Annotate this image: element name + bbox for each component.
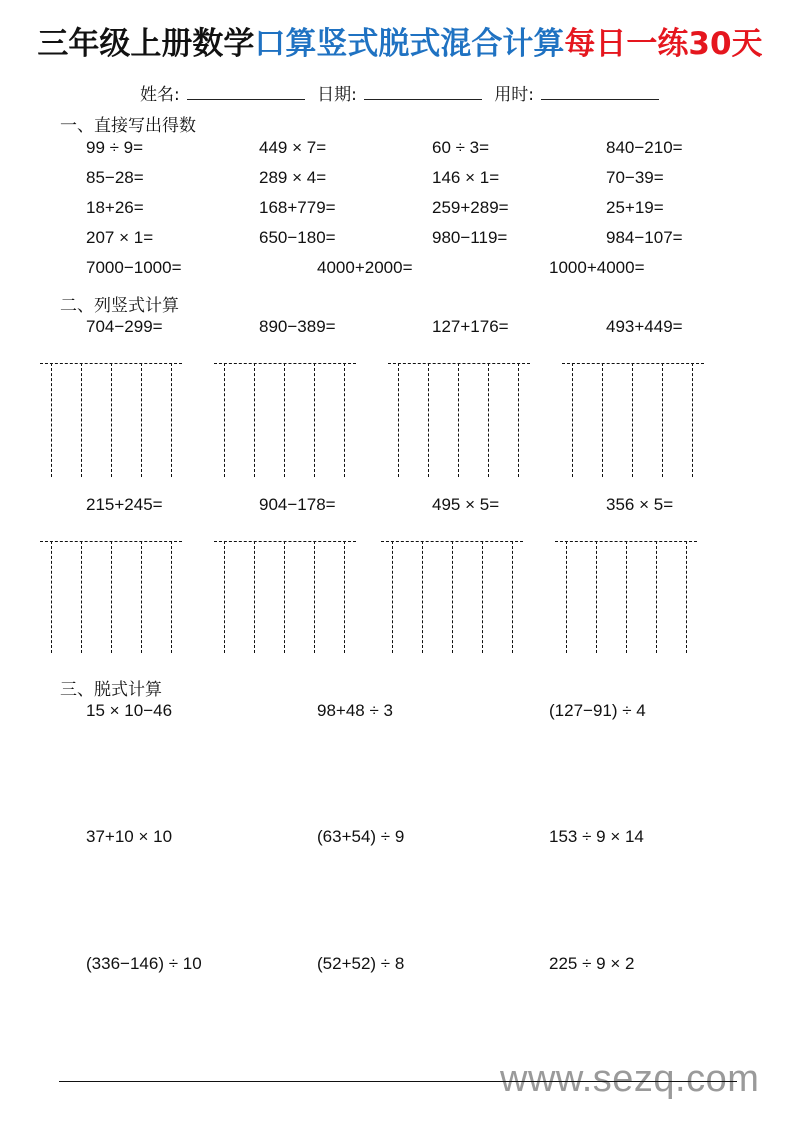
mental-problem: 85−28=: [86, 168, 144, 187]
step-calc-problem: 225 ÷ 9 × 2: [549, 954, 635, 973]
mental-problem: 207 × 1=: [86, 228, 154, 247]
mental-problem: 259+289=: [432, 198, 509, 217]
mental-problem: 168+779=: [259, 198, 336, 217]
vertical-calc-grid[interactable]: [555, 541, 697, 653]
worksheet-title: [0, 18, 800, 63]
step-calc-problem: (52+52) ÷ 8: [317, 954, 405, 973]
time-blank[interactable]: [541, 85, 659, 100]
mental-problem: 146 × 1=: [432, 168, 500, 187]
mental-problem: 650−180=: [259, 228, 336, 247]
vertical-calc-grid[interactable]: [214, 541, 356, 653]
vertical-problem: 904−178=: [259, 495, 336, 514]
vertical-problem: 356 × 5=: [606, 495, 674, 514]
vertical-problem: 215+245=: [86, 495, 163, 514]
title-grade-subject: 三年级上册数学: [37, 26, 255, 62]
vertical-calc-grid[interactable]: [388, 363, 530, 477]
step-calc-problem: 37+10 × 10: [86, 827, 173, 846]
title-daily-practice: 每日一练30天: [564, 26, 763, 62]
name-label: 姓名:: [139, 85, 180, 105]
mental-problem: 1000+4000=: [549, 258, 645, 277]
step-calc-problem: (63+54) ÷ 9: [317, 827, 405, 846]
mental-problem: 18+26=: [86, 198, 144, 217]
step-calc-problem: 153 ÷ 9 × 14: [549, 827, 644, 846]
student-info-row: [0, 80, 800, 105]
mental-problem: 840−210=: [606, 138, 683, 157]
date-label: 日期:: [317, 85, 357, 105]
mental-problem: 289 × 4=: [259, 168, 327, 187]
section2-title: 二、列竖式计算: [60, 296, 179, 316]
time-label: 用时:: [494, 85, 534, 105]
title-topic: 口算竖式脱式混合计算: [254, 26, 565, 62]
mental-problem: 7000−1000=: [86, 258, 182, 277]
step-calc-problem: 98+48 ÷ 3: [317, 701, 393, 720]
mental-problem: 4000+2000=: [317, 258, 413, 277]
step-calc-problem: (336−146) ÷ 10: [86, 954, 202, 973]
footer-divider: [59, 1081, 737, 1082]
mental-problem: 60 ÷ 3=: [432, 138, 490, 157]
vertical-problem: 127+176=: [432, 317, 509, 336]
mental-problem: 25+19=: [606, 198, 664, 217]
date-blank[interactable]: [364, 85, 482, 100]
mental-problem: 449 × 7=: [259, 138, 327, 157]
section3-title: 三、脱式计算: [60, 680, 162, 700]
step-calc-problem: 15 × 10−46: [86, 701, 173, 720]
mental-problem: 984−107=: [606, 228, 683, 247]
vertical-calc-grid[interactable]: [214, 363, 356, 477]
name-blank[interactable]: [187, 85, 305, 100]
vertical-problem: 890−389=: [259, 317, 336, 336]
mental-problem: 70−39=: [606, 168, 664, 187]
vertical-calc-grid[interactable]: [381, 541, 523, 653]
vertical-calc-grid[interactable]: [40, 541, 182, 653]
vertical-problem: 493+449=: [606, 317, 683, 336]
vertical-calc-grid[interactable]: [562, 363, 704, 477]
mental-problem: 99 ÷ 9=: [86, 138, 144, 157]
mental-problem: 980−119=: [432, 228, 508, 247]
vertical-problem: 495 × 5=: [432, 495, 500, 514]
step-calc-problem: (127−91) ÷ 4: [549, 701, 646, 720]
vertical-problem: 704−299=: [86, 317, 163, 336]
section1-title: 一、直接写出得数: [60, 116, 196, 136]
watermark: www.sezq.com: [500, 1058, 760, 1100]
vertical-calc-grid[interactable]: [40, 363, 182, 477]
